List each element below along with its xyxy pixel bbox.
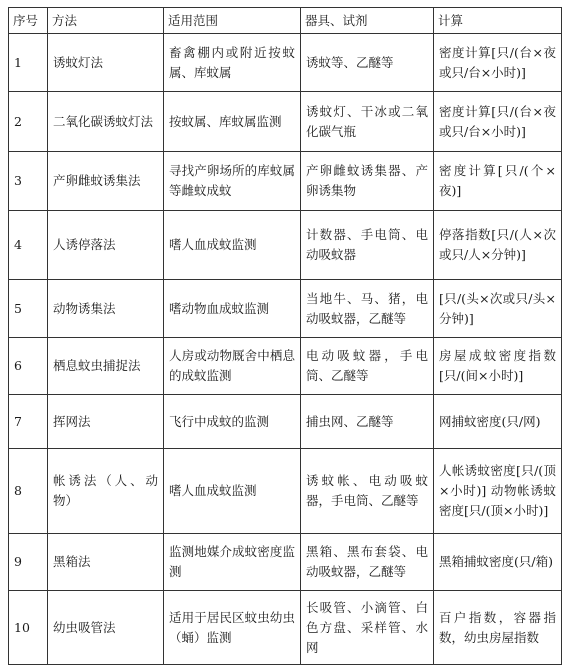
table-row: [9, 395, 562, 449]
cell-calc: 百户指数，容器指数，幼虫房屋指数: [434, 591, 562, 665]
cell-calc: 密度计算[只/(个×夜)]: [434, 152, 562, 211]
cell-calc: 黑箱捕蚊密度(只/箱): [434, 534, 562, 591]
cell-tools: 计数器、手电筒、电动吸蚊器: [301, 211, 434, 280]
cell-tools: 诱蚊帐、电动吸蚊器，手电筒、乙醚等: [301, 449, 434, 534]
cell-method: 帐诱法（人、动物）: [48, 449, 164, 534]
cell-no: 6: [9, 338, 48, 395]
header-scope: 适用范围: [164, 8, 301, 34]
cell-scope: 监测地媒介成蚊密度监测: [164, 534, 301, 591]
cell-scope: 飞行中成蚊的监测: [164, 395, 301, 449]
table-row: [9, 338, 562, 395]
cell-no: 3: [9, 152, 48, 211]
cell-no: 8: [9, 449, 48, 534]
header-calc: 计算: [434, 8, 562, 34]
cell-tools: 长吸管、小滴管、白色方盘、采样管、水网: [301, 591, 434, 665]
cell-method: 黑箱法: [48, 534, 164, 591]
cell-scope: 适用于居民区蚊虫幼虫（蛹）监测: [164, 591, 301, 665]
cell-method: 诱蚊灯法: [48, 34, 164, 92]
header-row: [9, 8, 562, 34]
cell-scope: 按蚊属、库蚊属监测: [164, 92, 301, 152]
cell-tools: 产卵雌蚊诱集器、产卵诱集物: [301, 152, 434, 211]
cell-no: 10: [9, 591, 48, 665]
cell-method: 挥网法: [48, 395, 164, 449]
header-tools: 器具、试剂: [301, 8, 434, 34]
table-row: [9, 152, 562, 211]
table-row: [9, 280, 562, 338]
cell-method: 幼虫吸管法: [48, 591, 164, 665]
cell-scope: 寻找产卵场所的库蚊属等雌蚊成蚊: [164, 152, 301, 211]
cell-no: 9: [9, 534, 48, 591]
table-row: [9, 534, 562, 591]
cell-calc: 密度计算[只/(台×夜或只/台×小时)]: [434, 34, 562, 92]
mosquito-monitoring-methods-table: [8, 7, 562, 665]
table-row: [9, 591, 562, 665]
table-row: [9, 211, 562, 280]
cell-calc: 房屋成蚊密度指数[只/(间×小时)]: [434, 338, 562, 395]
cell-tools: 诱蚊灯、干冰或二氧化碳气瓶: [301, 92, 434, 152]
cell-calc: 密度计算[只/(台×夜或只/台×小时)]: [434, 92, 562, 152]
cell-scope: 嗜动物血成蚊监测: [164, 280, 301, 338]
cell-tools: 捕虫网、乙醚等: [301, 395, 434, 449]
cell-scope: 畜禽棚内或附近按蚊属、库蚊属: [164, 34, 301, 92]
cell-tools: 诱蚊等、乙醚等: [301, 34, 434, 92]
header-method: 方法: [48, 8, 164, 34]
cell-no: 4: [9, 211, 48, 280]
cell-method: 产卵雌蚊诱集法: [48, 152, 164, 211]
cell-calc: 人帐诱蚊密度[只/(顶×小时)] 动物帐诱蚊密度[只/(顶×小时)]: [434, 449, 562, 534]
cell-no: 7: [9, 395, 48, 449]
cell-scope: 人房或动物厩舍中栖息的成蚊监测: [164, 338, 301, 395]
cell-scope: 嗜人血成蚊监测: [164, 449, 301, 534]
cell-no: 1: [9, 34, 48, 92]
cell-method: 动物诱集法: [48, 280, 164, 338]
header-no: 序号: [9, 8, 48, 34]
cell-tools: 当地牛、马、猪，电动吸蚊器，乙醚等: [301, 280, 434, 338]
cell-no: 5: [9, 280, 48, 338]
cell-calc: 网捕蚊密度(只/网): [434, 395, 562, 449]
table-row: [9, 449, 562, 534]
table-row: [9, 34, 562, 92]
cell-no: 2: [9, 92, 48, 152]
cell-tools: 电动吸蚊器，手电筒、乙醚等: [301, 338, 434, 395]
cell-tools: 黑箱、黑布套袋、电动吸蚊器，乙醚等: [301, 534, 434, 591]
table-row: [9, 92, 562, 152]
cell-method: 人诱停落法: [48, 211, 164, 280]
cell-method: 栖息蚊虫捕捉法: [48, 338, 164, 395]
cell-calc: 停落指数[只/(人×次或只/人×分钟)]: [434, 211, 562, 280]
cell-method: 二氧化碳诱蚊灯法: [48, 92, 164, 152]
cell-scope: 嗜人血成蚊监测: [164, 211, 301, 280]
cell-calc: [只/(头×次或只/头×分钟)]: [434, 280, 562, 338]
